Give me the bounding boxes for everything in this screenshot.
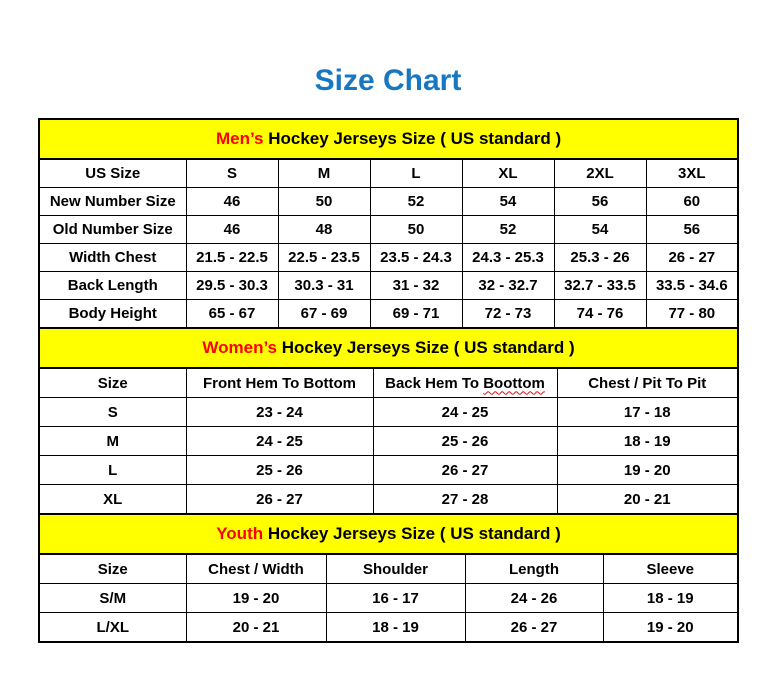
value-cell: 56 xyxy=(646,216,738,244)
value-cell: 50 xyxy=(370,216,462,244)
value-cell: 52 xyxy=(370,188,462,216)
value-cell: 19 - 20 xyxy=(186,584,326,613)
row-label-cell: Back Length xyxy=(39,272,186,300)
table-row xyxy=(39,485,738,515)
column-header-cell: Front Hem To Bottom xyxy=(186,368,373,398)
value-cell: 18 - 19 xyxy=(603,584,738,613)
value-cell: 26 - 27 xyxy=(465,613,603,643)
value-cell: 17 - 18 xyxy=(557,398,738,427)
row-label-cell: M xyxy=(39,427,186,456)
value-cell: 24.3 - 25.3 xyxy=(462,244,554,272)
value-cell: 30.3 - 31 xyxy=(278,272,370,300)
column-header-cell: 3XL xyxy=(646,159,738,188)
row-label-cell: L/XL xyxy=(39,613,186,643)
value-cell: 69 - 71 xyxy=(370,300,462,329)
column-header-cell: L xyxy=(370,159,462,188)
table-row xyxy=(39,188,738,216)
value-cell: 67 - 69 xyxy=(278,300,370,329)
womens-section-header xyxy=(39,328,738,368)
row-label-cell: Width Chest xyxy=(39,244,186,272)
column-header-cell: M xyxy=(278,159,370,188)
table-row xyxy=(39,272,738,300)
column-header-cell: Shoulder xyxy=(326,554,465,584)
value-cell: 20 - 21 xyxy=(557,485,738,515)
row-label-cell: US Size xyxy=(39,159,186,188)
value-cell: 77 - 80 xyxy=(646,300,738,329)
value-cell: 60 xyxy=(646,188,738,216)
value-cell: 20 - 21 xyxy=(186,613,326,643)
table-row xyxy=(39,216,738,244)
value-cell: 21.5 - 22.5 xyxy=(186,244,278,272)
value-cell: 27 - 28 xyxy=(373,485,557,515)
column-header-cell: Chest / Width xyxy=(186,554,326,584)
value-cell: 65 - 67 xyxy=(186,300,278,329)
value-cell: 18 - 19 xyxy=(557,427,738,456)
row-label-cell: Body Height xyxy=(39,300,186,329)
table-row xyxy=(39,613,738,643)
value-cell: 26 - 27 xyxy=(646,244,738,272)
column-header-row xyxy=(39,554,738,584)
table-row xyxy=(39,300,738,329)
row-label-cell: XL xyxy=(39,485,186,515)
womens-section-header-row xyxy=(39,328,738,368)
value-cell: 33.5 - 34.6 xyxy=(646,272,738,300)
womens-section-accent: Women’s xyxy=(202,338,277,357)
mens-size-table xyxy=(38,118,739,329)
row-label-cell: L xyxy=(39,456,186,485)
value-cell: 26 - 27 xyxy=(186,485,373,515)
youth-section-accent: Youth xyxy=(216,524,264,543)
row-label-cell: Size xyxy=(39,368,186,398)
value-cell: 56 xyxy=(554,188,646,216)
column-header-row xyxy=(39,368,738,398)
value-cell: 29.5 - 30.3 xyxy=(186,272,278,300)
column-header-cell: Chest / Pit To Pit xyxy=(557,368,738,398)
youth-section-header xyxy=(39,514,738,554)
value-cell: 24 - 26 xyxy=(465,584,603,613)
youth-size-table xyxy=(38,513,739,643)
row-label-cell: S/M xyxy=(39,584,186,613)
table-row xyxy=(39,584,738,613)
value-cell: 32 - 32.7 xyxy=(462,272,554,300)
row-label-cell: New Number Size xyxy=(39,188,186,216)
page-title: Size Chart xyxy=(314,64,462,97)
value-cell: 16 - 17 xyxy=(326,584,465,613)
table-row xyxy=(39,244,738,272)
womens-size-table xyxy=(38,327,739,515)
value-cell: 74 - 76 xyxy=(554,300,646,329)
column-header-cell: Sleeve xyxy=(603,554,738,584)
value-cell: 54 xyxy=(554,216,646,244)
column-header-cell: Length xyxy=(465,554,603,584)
column-header-row xyxy=(39,159,738,188)
value-cell: 46 xyxy=(186,188,278,216)
value-cell: 25.3 - 26 xyxy=(554,244,646,272)
value-cell: 23 - 24 xyxy=(186,398,373,427)
column-header-cell: S xyxy=(186,159,278,188)
value-cell: 26 - 27 xyxy=(373,456,557,485)
value-cell: 19 - 20 xyxy=(603,613,738,643)
value-cell: 32.7 - 33.5 xyxy=(554,272,646,300)
mens-section-header-row xyxy=(39,119,738,159)
value-cell: 54 xyxy=(462,188,554,216)
table-row xyxy=(39,427,738,456)
value-cell: 22.5 - 23.5 xyxy=(278,244,370,272)
value-cell: 24 - 25 xyxy=(373,398,557,427)
value-cell: 18 - 19 xyxy=(326,613,465,643)
value-cell: 23.5 - 24.3 xyxy=(370,244,462,272)
value-cell: 46 xyxy=(186,216,278,244)
value-cell: 25 - 26 xyxy=(186,456,373,485)
table-row xyxy=(39,456,738,485)
column-header-cell: Back Hem To Boottom xyxy=(373,368,557,398)
row-label-cell: S xyxy=(39,398,186,427)
value-cell: 25 - 26 xyxy=(373,427,557,456)
misspelled-word: Boottom xyxy=(483,374,545,392)
column-header-cell: 2XL xyxy=(554,159,646,188)
table-row xyxy=(39,398,738,427)
value-cell: 19 - 20 xyxy=(557,456,738,485)
value-cell: 24 - 25 xyxy=(186,427,373,456)
youth-section-title: Hockey Jerseys Size ( US standard ) xyxy=(263,524,561,543)
mens-section-header xyxy=(39,119,738,159)
value-cell: 72 - 73 xyxy=(462,300,554,329)
size-chart xyxy=(38,118,737,643)
value-cell: 31 - 32 xyxy=(370,272,462,300)
value-cell: 52 xyxy=(462,216,554,244)
mens-section-title: Hockey Jerseys Size ( US standard ) xyxy=(263,129,562,148)
mens-section-accent: Men’s xyxy=(215,129,264,148)
row-label-cell: Old Number Size xyxy=(39,216,186,244)
youth-section-header-row xyxy=(39,514,738,554)
value-cell: 48 xyxy=(278,216,370,244)
womens-section-title: Hockey Jerseys Size ( US standard ) xyxy=(277,338,575,357)
column-header-cell: XL xyxy=(462,159,554,188)
value-cell: 50 xyxy=(278,188,370,216)
row-label-cell: Size xyxy=(39,554,186,584)
